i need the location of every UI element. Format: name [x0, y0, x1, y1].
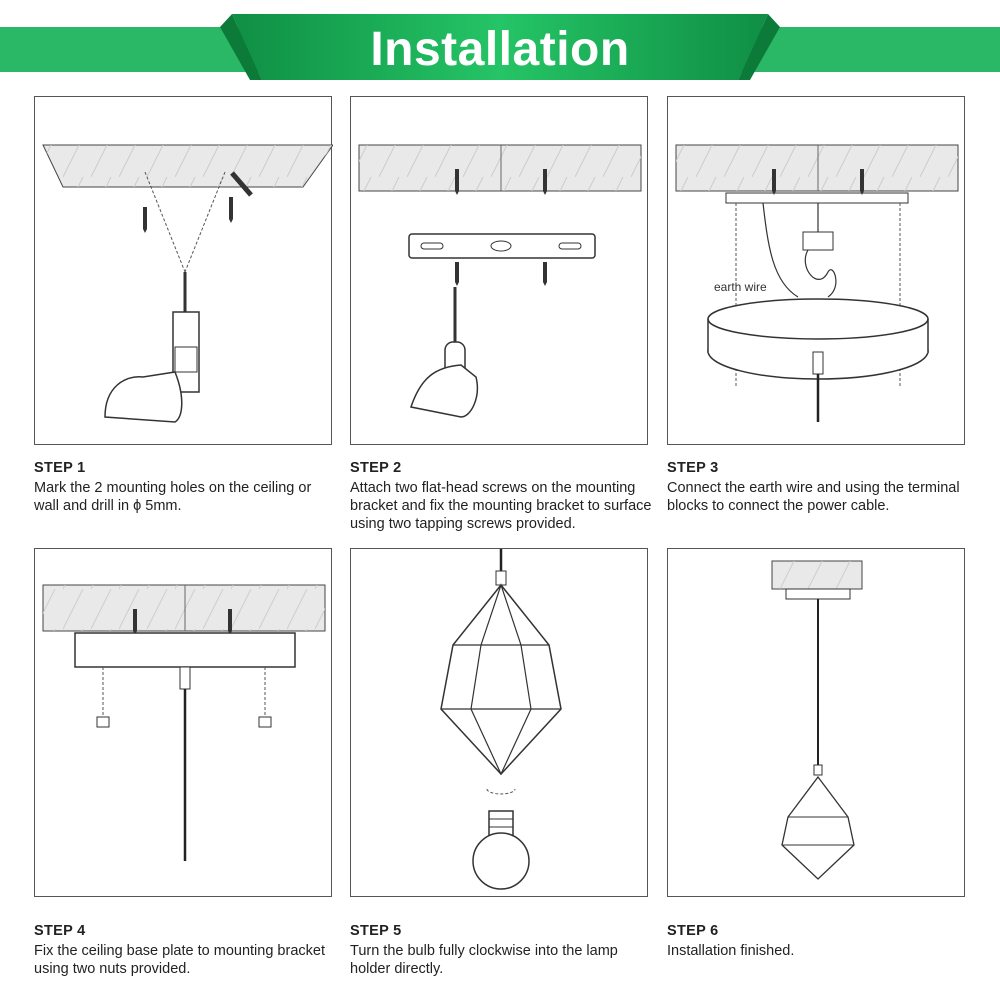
- screw-icon: [228, 609, 232, 635]
- screw-icon: [143, 207, 147, 233]
- step-title: STEP 2: [350, 460, 402, 476]
- light-bulb-icon: [473, 811, 529, 889]
- step-text: Attach two flat-head screws on the mounting bracket and fix the mounting bracket to surface using two tapping screws provided.: [350, 480, 652, 532]
- step-text: Connect the earth wire and using the terminal blocks to connect the power cable.: [667, 480, 960, 514]
- terminal-block-icon: [803, 232, 833, 250]
- step-text: Mark the 2 mounting holes on the ceiling or wall and drill in ϕ 5mm.: [34, 480, 312, 514]
- screw-icon: [133, 609, 137, 635]
- step-5-caption: [350, 923, 670, 978]
- header-banner: [0, 0, 1000, 90]
- mounting-bracket-icon: [409, 234, 595, 258]
- step-title: STEP 1: [34, 460, 86, 476]
- step-3-illustration: [667, 96, 965, 445]
- step-text: Fix the ceiling base plate to mounting bracket using two nuts provided.: [34, 943, 325, 977]
- step-text: Installation finished.: [667, 943, 795, 959]
- step-2-illustration: [350, 96, 648, 445]
- step-4-caption: [34, 923, 354, 978]
- step-1-caption: [34, 460, 354, 515]
- lamp-cage-icon: [782, 765, 854, 879]
- screw-icon: [229, 197, 233, 223]
- screw-icon: [455, 169, 459, 195]
- step-4-illustration: [34, 548, 332, 897]
- drill-icon: [173, 272, 199, 392]
- screw-icon: [543, 169, 547, 195]
- screw-icon: [860, 169, 864, 195]
- nut-icon: [259, 717, 271, 727]
- lamp-cage-icon: [441, 571, 561, 774]
- step-6-illustration: [667, 548, 965, 897]
- hand-icon: [105, 372, 182, 422]
- ceiling-base-plate-icon: [75, 633, 295, 667]
- step-3-caption: [667, 460, 987, 515]
- step-6-caption: [667, 923, 987, 960]
- step-text: Turn the bulb fully clockwise into the lamp holder directly.: [350, 943, 618, 977]
- step-2-caption: [350, 460, 670, 533]
- step-title: STEP 6: [667, 923, 719, 939]
- step-title: STEP 5: [350, 923, 402, 939]
- step-title: STEP 4: [34, 923, 86, 939]
- screw-icon: [455, 262, 459, 286]
- screw-icon: [543, 262, 547, 286]
- screw-icon: [772, 169, 776, 195]
- step-5-illustration: [350, 548, 648, 897]
- page-title: Installation: [370, 23, 630, 76]
- step-title: STEP 3: [667, 460, 719, 476]
- hand-icon: [411, 365, 477, 417]
- nut-icon: [97, 717, 109, 727]
- step-1-illustration: [34, 96, 332, 445]
- earth-wire-label: earth wire: [714, 280, 767, 294]
